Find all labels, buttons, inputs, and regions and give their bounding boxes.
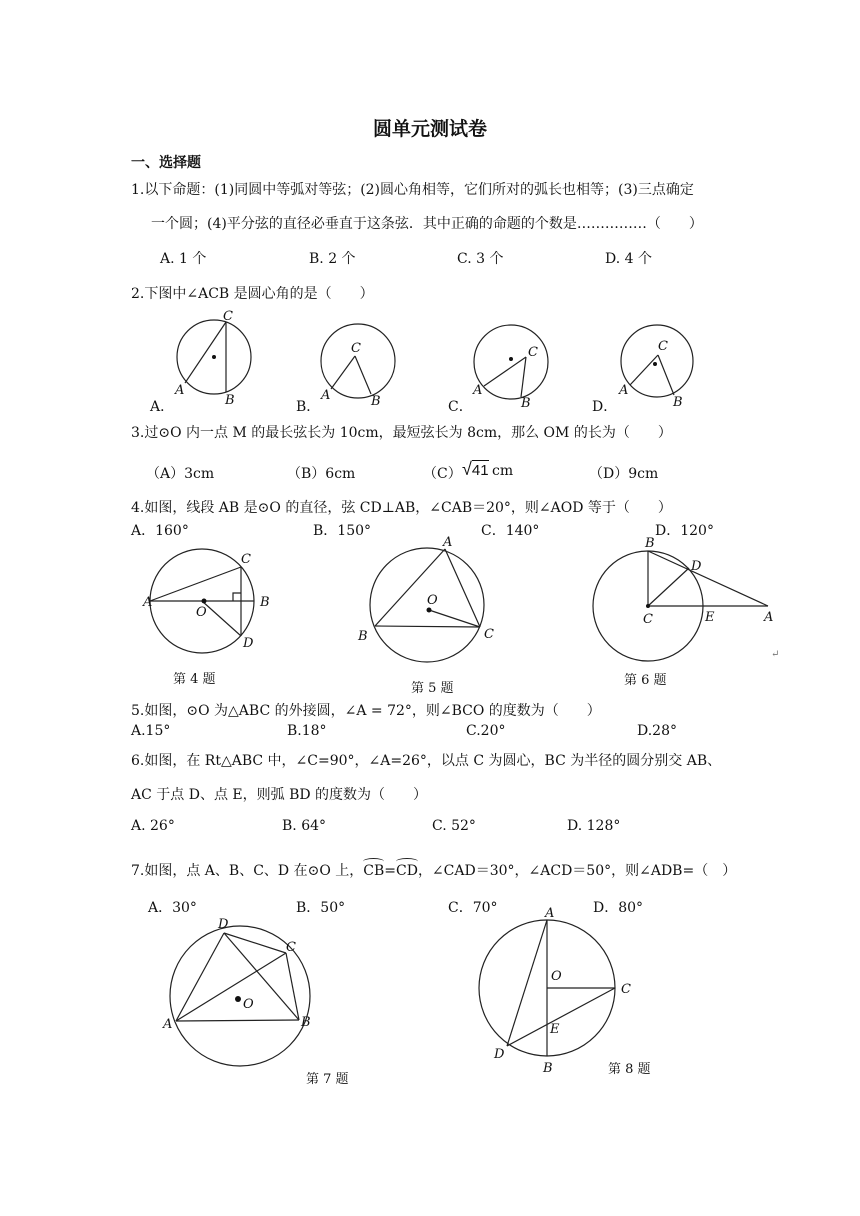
fig7-point-label: O [243,997,254,1012]
fig7-point-label: B [301,1015,311,1030]
q3-option-a: （A）3cm [146,466,215,482]
q2b-point-label: B [371,394,381,409]
fig4-point-label: A [143,595,153,610]
q1-option-b: B. 2 个 [309,251,356,267]
fig5-caption: 第 5 题 [411,681,454,696]
q5-text: 5.如图，⊙O 为△ABC 的外接圆，∠A = 72°，则∠BCO 的度数为（ ） [131,703,601,719]
q2b-point-label: C [351,341,361,356]
q5-option-c: C.20° [466,723,506,739]
q1-line1: 1.以下命题：(1)同圆中等弧对等弦；(2)圆心角相等，它们所对的弧长也相等；(3)三点确定 [131,182,694,198]
fig4-caption: 第 4 题 [173,672,216,687]
q7-equals: = [384,863,396,879]
q4-text: 4.如图，线段 AB 是⊙O 的直径，弦 CD⊥AB，∠CAB＝20°，则∠AOD 等于（ ） [131,500,672,516]
q2a-point-label: B [225,393,235,408]
sqrt-radicand: 41 [471,462,489,479]
fig7-diagram [162,917,311,1066]
q2-label-d: D． [592,399,618,415]
fig8-point-label: E [550,1022,560,1037]
q2a-point-label: A [175,383,185,398]
q6-option-b: B. 64° [282,818,327,834]
return-mark: ↵ [771,649,780,660]
q7-arc-cd: CD [396,863,418,879]
q3-option-d: （D）9cm [589,466,659,482]
fig4-point-label: C [241,552,251,567]
q1-line2: 一个圆；(4)平分弦的直径必垂直于这条弦．其中正确的命题的个数是……………（ ） [151,216,703,232]
fig8-caption: 第 8 题 [608,1062,651,1077]
q3-text: 3.过⊙O 内一点 M 的最长弦长为 10cm，最短弦长为 8cm，那么 OM 的长为（ ） [131,425,672,441]
q2-label-a: A． [150,399,175,415]
q7-prefix: 7.如图，点 A、B、C、D 在⊙O 上， [131,863,364,879]
fig8-point-label: D [494,1047,505,1062]
q1-option-d: D. 4 个 [605,251,652,267]
fig6-caption: 第 6 题 [624,673,667,688]
q2-figure-c [472,325,548,411]
q6-line1: 6.如图，在 Rt△ABC 中，∠C=90°，∠A=26°，以点 C 为圆心，BC 为半径的圆分别交 AB、 [131,753,722,769]
q4-option-b: B．150° [313,523,372,539]
section-heading: 一、选择题 [131,155,201,171]
q7-option-c: C．70° [448,900,498,916]
q7-option-d: D．80° [593,900,644,916]
fig5-point-label: C [484,627,494,642]
q3-option-b: （B）6cm [287,466,356,482]
fig5-diagram [357,535,494,662]
fig8-diagram [479,906,631,1076]
fig6-point-label: C [643,612,653,627]
fig4-point-label: O [196,605,207,620]
q5-option-b: B.18° [287,723,327,739]
q1-option-a: A. 1 个 [160,251,207,267]
q6-option-d: D. 128° [567,818,621,834]
q5-option-a: A.15° [131,723,171,739]
fig6-point-label: D [691,559,702,574]
fig8-point-label: C [621,982,631,997]
q2-figure-d [618,325,693,410]
q2d-point-label: A [619,383,629,398]
fig7-caption: 第 7 题 [306,1072,349,1087]
fig7-point-label: C [286,940,296,955]
page-title: 圆单元测试卷 [372,118,487,140]
q2-label-b: B． [296,399,321,415]
fig4-point-label: D [243,636,254,651]
q4-option-a: A．160° [131,523,189,539]
q2-figure-b [320,324,395,409]
q1-option-c: C. 3 个 [457,251,504,267]
q7-option-b: B．50° [296,900,346,916]
q3-sqrt-unit: cm [492,463,514,479]
q2-label-c: C． [448,399,473,415]
fig7-point-label: D [218,917,229,932]
q2c-point-label: A [473,383,483,398]
q2c-point-label: C [528,345,538,360]
q7-option-a: A．30° [148,900,197,916]
q2-text: 2.下图中∠ACB 是圆心角的是（ ） [131,286,374,302]
q4-option-c: C．140° [481,523,540,539]
fig5-point-label: O [427,593,438,608]
fig8-point-label: B [543,1061,553,1076]
q6-option-a: A. 26° [131,818,175,834]
fig4-diagram [142,549,270,653]
fig8-point-label: O [551,969,562,984]
q2d-point-label: C [658,339,668,354]
q4-option-d: D．120° [655,523,714,539]
fig6-point-label: E [705,610,715,625]
sqrt-sign: √ [462,459,472,479]
q6-option-c: C. 52° [432,818,476,834]
fig8-point-label: A [545,906,555,921]
q7-suffix: ，∠CAD＝30°，∠ACD＝50°，则∠ADB=（ ） [417,863,737,879]
fig5-point-label: A [443,535,453,550]
q2b-point-label: A [321,388,331,403]
q5-option-d: D.28° [637,723,677,739]
fig7-point-label: A [163,1017,173,1032]
q6-line2: AC 于点 D、点 E，则弧 BD 的度数为（ ） [131,787,428,803]
fig6-point-label: A [764,610,774,625]
q3-option-c: （C） [423,466,462,482]
q2a-point-label: C [223,309,233,324]
q7-arc-cb: CB [363,863,385,879]
fig6-diagram [593,536,773,661]
q2c-point-label: B [521,396,531,411]
q2d-point-label: B [673,395,683,410]
fig4-point-label: B [260,595,270,610]
fig6-point-label: B [645,536,655,551]
fig5-point-label: B [358,629,368,644]
q2-figure-a [174,309,251,408]
